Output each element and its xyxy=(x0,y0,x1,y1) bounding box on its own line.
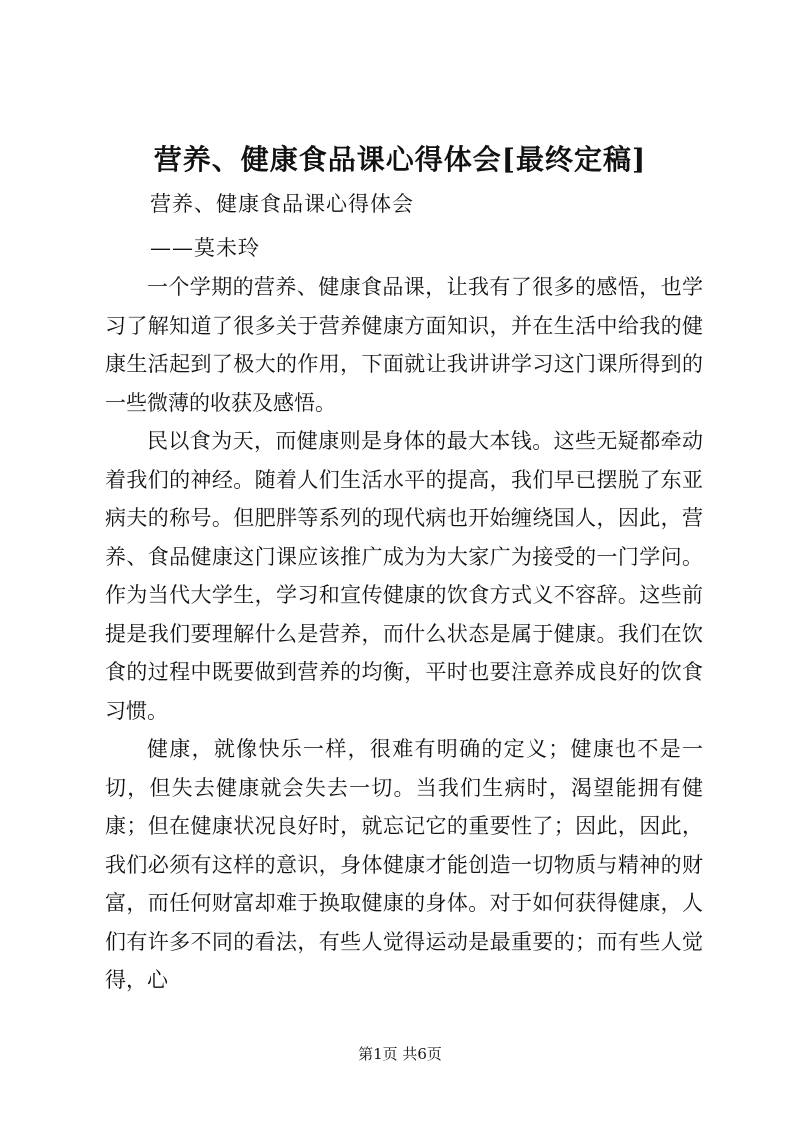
document-body xyxy=(105,268,703,1000)
document-title: 营养、健康食品课心得体会[最终定稿] xyxy=(153,143,647,176)
document-author: ——莫未玲 xyxy=(150,236,260,260)
paragraph: 民以食为天，而健康则是身体的最大本钱。这些无疑都牵动着我们的神经。随着人们生活水平的提高，我们早已摆脱了东亚病夫的称号。但肥胖等系列的现代病也开始缠绕国人，因此，营养、食品健康这门课应该推广成为为大家广为接受的一门学问。作为当代大学生，学习和宣传健康的饮食方式义不容辞。这些前提是我们要理解什么是营养，而什么状态是属于健康。我们在饮食的过程中既要做到营养的均衡，平时也要注意养成良好的饮食习惯。 xyxy=(105,429,703,723)
paragraph: 健康，就像快乐一样，很难有明确的定义；健康也不是一切，但失去健康就会失去一切。当我们生病时，渴望能拥有健康；但在健康状况良好时，就忘记它的重要性了；因此，因此，我们必须有这样的意识，身体健康才能创造一切物质与精神的财富，而任何财富却难于换取健康的身体。对于如何获得健康，人们有许多不同的看法，有些人觉得运动是最重要的；而有些人觉得，心 xyxy=(105,737,703,992)
paragraph: 一个学期的营养、健康食品课，让我有了很多的感悟，也学习了解知道了很多关于营养健康方面知识，并在生活中给我的健康生活起到了极大的作用，下面就让我讲讲学习这门课所得到的一些微薄的收获及感悟。 xyxy=(105,275,703,415)
page-number-footer: 第1页 共6页 xyxy=(358,1045,442,1063)
document-subtitle: 营养、健康食品课心得体会 xyxy=(150,192,414,216)
